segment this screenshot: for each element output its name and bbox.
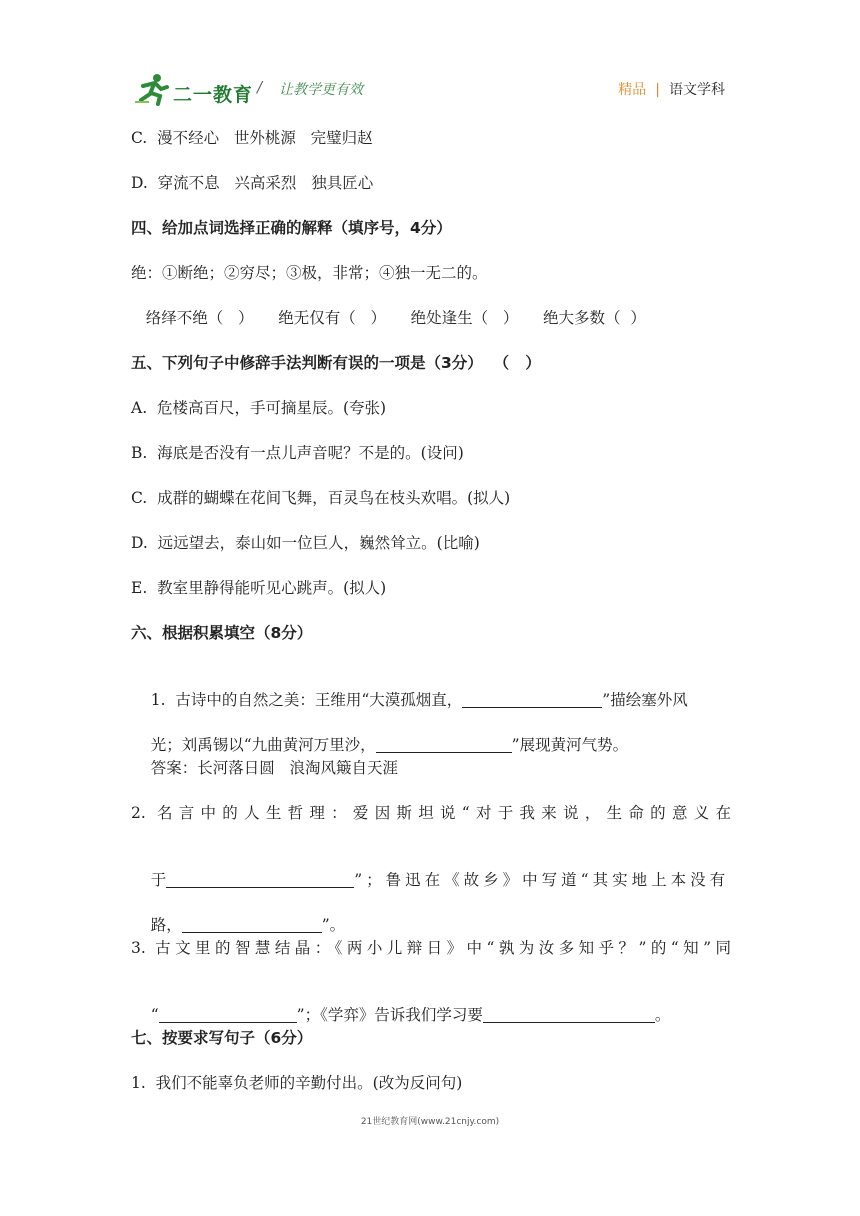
brand-jingpin: 精品 (618, 82, 647, 98)
question-text: 1. 古诗中的自然之美：王维用“大漠孤烟直， (150, 691, 463, 709)
answer-blank[interactable] (483, 1006, 655, 1023)
question-text: ”展现黄河气势。 (511, 736, 629, 754)
section-5-heading: 五、下列句子中修辞手法判断有误的一项是（3分） （ ） (131, 354, 541, 372)
section-6-heading: 六、根据积累填空（8分） (131, 624, 313, 642)
logo (135, 72, 255, 108)
section-5-option-a: A. 危楼高百尺，手可摘星辰。(夸张) (131, 399, 387, 417)
question-text: 于 (150, 871, 167, 889)
section-5-option-c: C. 成群的蝴蝶在花间飞舞，百灵鸟在枝头欢唱。(拟人) (131, 489, 511, 507)
header-brand (618, 79, 725, 99)
answer-blank[interactable] (182, 916, 322, 933)
answer-line: 答案：长河落日圆 浪淘风簸自天涯 (131, 759, 398, 777)
question-7-1: 1. 我们不能辜负老师的辛勤付出。(改为反问句) (131, 1074, 463, 1092)
word-blanks-line: 络绎不绝（ ） 绝无仅有（ ） 绝处逢生（ ） 绝大多数（ ） (131, 309, 646, 327)
page-header (135, 68, 725, 110)
logo-text: 二一教育 (173, 84, 254, 106)
section-4-heading: 四、给加点词选择正确的解释（填序号，4分） (131, 219, 452, 237)
question-text: ”；《学弈》告诉我们学习要 (296, 1006, 483, 1024)
section-5-option-d: D. 远远望去，泰山如一位巨人，巍然耸立。(比喻) (131, 534, 480, 552)
section-5-option-b: B. 海底是否没有一点儿声音呢？不是的。(设问) (131, 444, 464, 462)
question-text: ”。 (321, 916, 346, 934)
answer-blank[interactable] (166, 871, 354, 888)
question-6-2-line1: 2. 名言中的人生哲理：爱因斯坦说“对于我来说，生命的意义在 (131, 804, 731, 822)
section-5-option-e: E. 教室里静得能听见心跳声。(拟人) (131, 579, 387, 597)
question-text: 路， (150, 916, 182, 934)
brand-separator: | (655, 82, 660, 98)
question-text: “ (150, 1006, 159, 1024)
question-text: ”；鲁迅在《故乡》中写道“其实地上本没有 (354, 871, 730, 889)
answer-blank[interactable] (376, 736, 512, 753)
question-text: 光；刘禹锡以“九曲黄河万里沙， (150, 736, 376, 754)
section-7-heading: 七、按要求写句子（6分） (131, 1029, 313, 1047)
header-slogan: 让教学更有效 (279, 82, 363, 98)
option-d-line: D. 穿流不息 兴高采烈 独具匠心 (131, 174, 374, 192)
runner-logo-icon (135, 72, 175, 106)
brand-subject: 语文学科 (669, 82, 725, 98)
page-footer: 21世纪教育网(www.21cnjy.com) (360, 1117, 500, 1127)
question-text: 。 (654, 1006, 671, 1024)
question-6-3-line1: 3. 古文里的智慧结晶：《两小儿辩日》中“孰为汝多知乎？”的“知”同 (131, 939, 731, 957)
definitions-line: 绝：①断绝；②穷尽；③极，非常；④独一无二的。 (131, 264, 488, 282)
header-divider: / (257, 78, 263, 96)
option-c-line: C. 漫不经心 世外桃源 完璧归赵 (131, 129, 373, 147)
answer-blank[interactable] (462, 691, 602, 708)
question-text: ”描绘塞外风 (602, 691, 688, 709)
answer-blank[interactable] (159, 1006, 297, 1023)
